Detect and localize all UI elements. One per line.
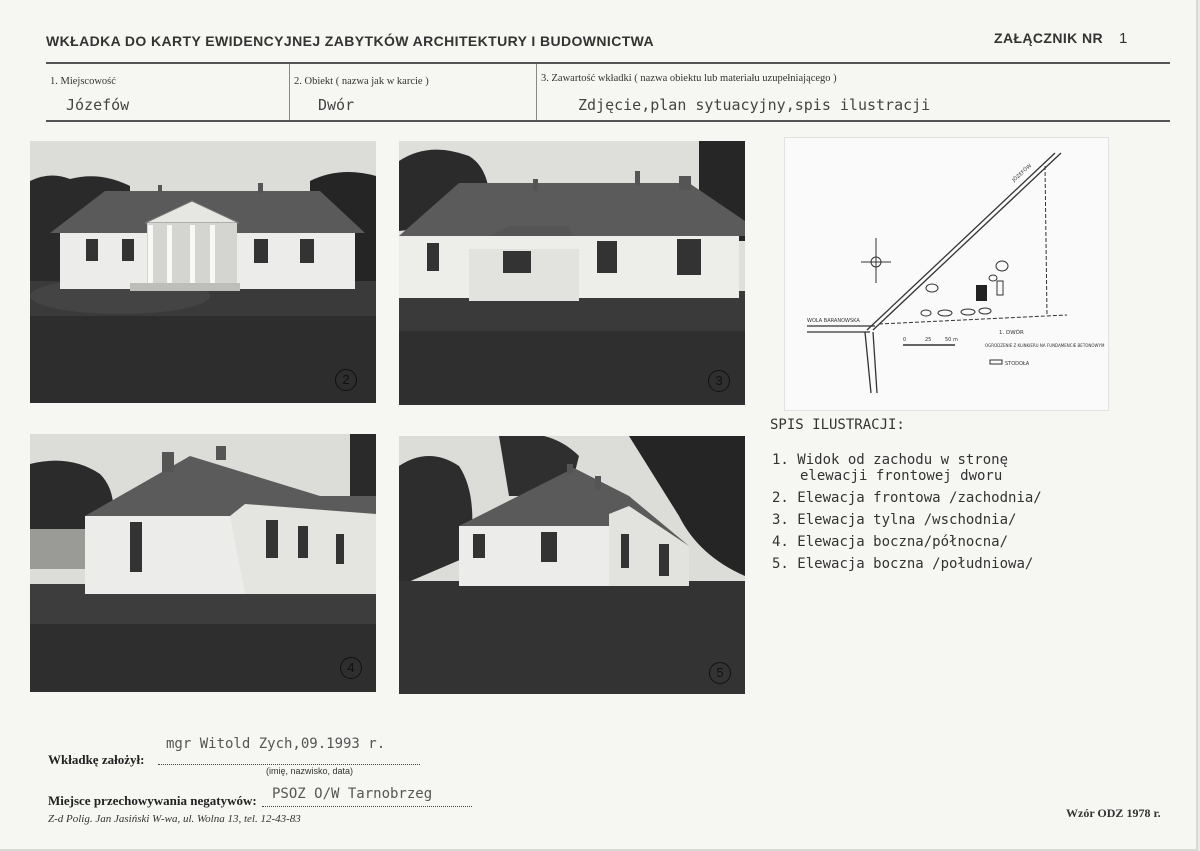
road-label-top: JÓZEFÓW — [1011, 163, 1033, 184]
site-plan-drawing — [785, 138, 1108, 410]
author-hint: (imię, nazwisko, data) — [266, 766, 354, 776]
scale-0: 0 — [903, 337, 907, 343]
item-text: Elewacja boczna/północna/ — [797, 534, 1009, 550]
item-number: 1. — [772, 452, 789, 468]
item-number: 3. — [772, 512, 789, 528]
contents-label: 3. Zawartość wkładki ( nazwa obiektu lub materiału uzupełniającego ) — [541, 73, 837, 84]
negatives-label: Miejsce przechowywania negatywów: — [48, 793, 257, 808]
site-plan — [784, 137, 1109, 411]
illustrations-title: SPIS ILUSTRACJI: — [770, 417, 905, 433]
item-text: Widok od zachodu w stronę — [797, 452, 1009, 468]
place-label: 1. Miejscowość — [50, 76, 116, 87]
photo-number: 2 — [335, 369, 357, 391]
list-item — [772, 452, 1042, 484]
item-number: 2. — [772, 490, 789, 506]
legend-barn: STODOŁA — [1005, 361, 1030, 367]
negatives-dotted-line — [262, 806, 472, 807]
illustrations-list — [772, 452, 1042, 578]
scale-25: 25 — [925, 337, 932, 343]
author-value: mgr Witold Zych,09.1993 r. — [166, 736, 386, 752]
photo-rear-elevation — [399, 141, 745, 405]
photo-number: 3 — [708, 370, 730, 392]
negatives-value: PSOZ O/W Tarnobrzeg — [272, 786, 433, 802]
list-item — [772, 512, 1042, 528]
attachment-label: ZAŁĄCZNIK NR — [994, 30, 1104, 46]
north-arrow-icon — [861, 238, 891, 283]
item-text: Elewacja tylna /wschodnia/ — [797, 512, 1017, 528]
item-text: Elewacja frontowa /zachodnia/ — [797, 490, 1042, 506]
attachment-number — [994, 30, 1128, 47]
place-value: Józefów — [66, 96, 130, 114]
photo-front-elevation-image — [30, 141, 376, 403]
object-label: 2. Obiekt ( nazwa jak w karcie ) — [294, 76, 429, 87]
photo-number: 4 — [340, 657, 362, 679]
field-divider — [536, 64, 537, 120]
legend-fence: OGRODZENIE Z KLINKIERU NA FUNDAMENCIE BETONOWYM — [985, 343, 1105, 348]
legend-manor: 1. DWÓR — [999, 330, 1024, 336]
scale-50: 50 m — [945, 337, 958, 343]
photo-south-elevation — [399, 436, 745, 694]
card-title: WKŁADKA DO KARTY EWIDENCYJNEJ ZABYTKÓW ARCHITEKTURY I BUDOWNICTWA — [46, 33, 655, 49]
author-label: Wkładkę założył: — [48, 752, 145, 767]
header-rule-top — [46, 62, 1170, 64]
form-version: Wzór ODZ 1978 r. — [1066, 806, 1161, 820]
object-value: Dwór — [318, 96, 355, 114]
list-item — [772, 556, 1042, 572]
road-label-left: WOLA BARANOWSKA — [807, 318, 860, 324]
printer-imprint: Z-d Polig. Jan Jasiński W-wa, ul. Wolna 13, tel. 12-43-83 — [48, 813, 301, 825]
photo-north-elevation — [30, 434, 376, 692]
list-item — [772, 534, 1042, 550]
manor-marker — [976, 285, 987, 301]
list-item — [772, 490, 1042, 506]
header-rule-bottom — [46, 120, 1170, 122]
item-number: 4. — [772, 534, 789, 550]
photo-number: 5 — [709, 662, 731, 684]
photo-rear-elevation-image — [399, 141, 745, 405]
photo-north-elevation-image — [30, 434, 376, 692]
item-text-continued: elewacji frontowej dworu — [800, 468, 1003, 484]
field-divider — [289, 64, 290, 120]
item-text: Elewacja boczna /południowa/ — [797, 556, 1034, 572]
contents-value: Zdjęcie,plan sytuacyjny,spis ilustracji — [578, 96, 931, 114]
photo-front-elevation — [30, 141, 376, 403]
photo-south-elevation-image — [399, 436, 745, 694]
item-number: 5. — [772, 556, 789, 572]
attachment-number-value: 1 — [1119, 30, 1128, 47]
author-dotted-line — [158, 764, 420, 765]
